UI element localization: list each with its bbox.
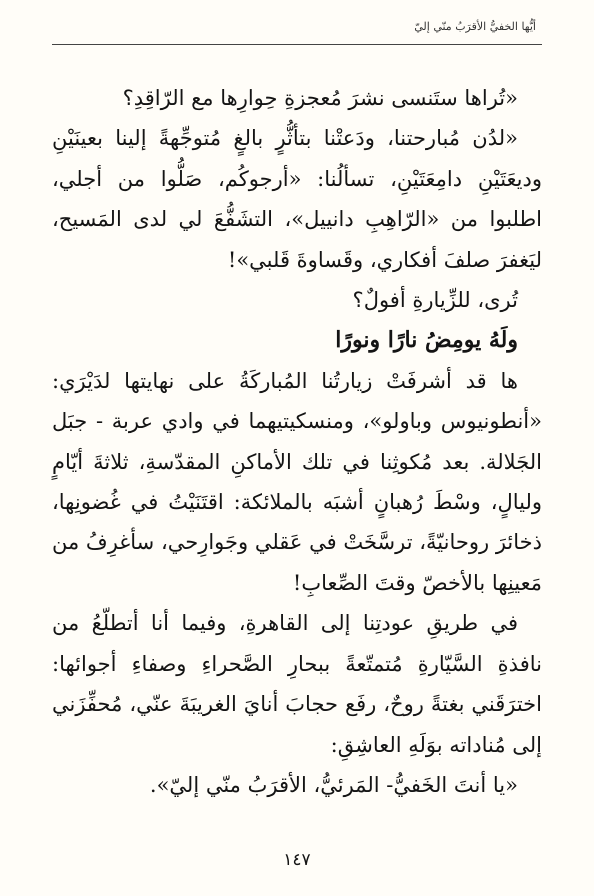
header-divider (52, 44, 542, 45)
section-heading: ولَهُ يومِضُ نارًا ونورًا (335, 327, 518, 354)
page-number: ١٤٧ (283, 850, 311, 870)
running-header: أيُّها الخفيُّ الأقرَبُ منّي إليّ (414, 20, 536, 33)
paragraph-3: تُرى، للزِّيارةِ أفولٌ؟ (352, 288, 518, 313)
paragraph-2: «لدُن مُبارحتنا، ودَعتْنا بتأثُّرٍ بالغٍ مُتوجِّهةً إلينا بعينَيْنِ وديعَتَيْنِ دامِعَتَيْنِ، تسألُنا: «أرجوكُم، صَلُّوا من أجلي، اطلبوا من «الرّاهِبِ دانييل»، التشَفُّعَ لي لدى المَسيح، ليَغفرَ صلفَ أفكاري، وقَساوةَ قَلبي»! (52, 126, 542, 272)
paragraph-6: «يا أنتَ الخَفيُّ- المَرئيُّ، الأقرَبُ منّي إليّ». (149, 772, 518, 797)
paragraph-5: في طريقِ عودتِنا إلى القاهرةِ، وفيما أنا أتطلّعُ من نافذةِ السَّيّارةِ مُتمتّعةً ببحارِ الصَّحراءِ وصفاءِ أجوائها: اخترَقَني بغتةً روحٌ، رفَع حجابَ أنايَ الغريبَةَ عنّي، مُحفِّزَني إلى مُناداته بوَلَهِ العاشِقِ: (52, 611, 542, 757)
page-body (52, 78, 542, 805)
paragraph-1: «تُراها ستَنسى نشرَ مُعجزةِ حِوارِها مع الرّاقِدِ؟ (122, 86, 518, 110)
paragraph-4: ها قد أشرفَتْ زيارتُنا المُباركَةُ على نهايتها لدَيْرَي: «أنطونيوس وباولو»، ومنسكيتيهما في وادي عربة - جبَل الجَلالة. بعد مُكوثِنا في تلك الأماكنِ المقدّسةِ، ثلاثةَ أيّامٍ وليالٍ، وسْطَ رُهبانٍ أشبَه بالملائكة: اقتَنَيْتُ في غُضونِها، ذخائرَ روحانيّةً، ترسَّخَتْ في عَقلي وجَوارِحي، سأغرِفُ من مَعينِها بالأخصّ وقتَ الصِّعابِ! (52, 368, 542, 595)
